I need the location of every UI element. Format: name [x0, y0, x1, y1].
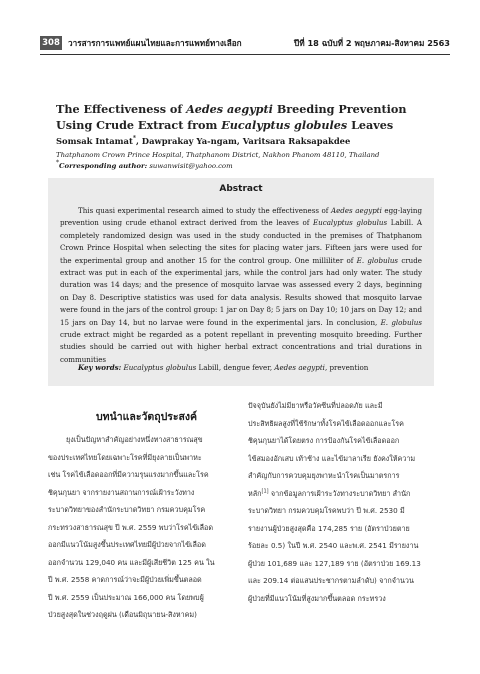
- body-line: ประสิทธิผลสูงที่ใช้รักษาทั้งโรคไข้เลือดออกและโรค: [248, 418, 404, 428]
- body-line: ผู้ป่วยที่มีแนวโน้มที่สูงมากขึ้นตลอด กระทรวง: [248, 593, 386, 603]
- left-column: [48, 431, 236, 624]
- keyword-text-end: , prevention: [324, 363, 369, 372]
- right-column: [248, 397, 434, 607]
- citation-ref: [1]: [261, 488, 269, 495]
- body-line: ระบาดวิทยา กรมควบคุมโรคพบว่า ปี พ.ศ. 2530 มี: [248, 506, 405, 515]
- title-text-1: The Effectiveness of: [56, 102, 187, 116]
- body-line: ระบาดวิทยาของสำนักระบาดวิทยา กรมควบคุมโรค: [48, 505, 206, 514]
- abstract-species: Aedes aegypti: [330, 206, 382, 215]
- page-number: 308: [40, 36, 62, 50]
- body-line: ยุงเป็นปัญหาสำคัญอย่างหนึ่งทางสาธารณสุข: [66, 435, 203, 444]
- author-name-1: Somsak Intamat: [56, 136, 133, 146]
- abstract-text: [60, 205, 422, 366]
- abstract-species: Eucalyptus globulus: [312, 218, 388, 228]
- abstract-heading: Abstract: [219, 184, 263, 194]
- keywords-label: Key words:: [78, 363, 122, 372]
- body-line: ไข้สมองอักเสบ เท้าช้าง และไข้มาลาเรีย ยังคงให้ความ: [248, 453, 416, 463]
- corr-asterisk: *: [56, 159, 59, 167]
- abstract-segment: egg-laying prevention using crude ethanol extract derived from the leaves of: [60, 206, 422, 228]
- abstract-segment: crude extract was put in each of the experimental jars, while the control jars had only water. The study duration was 14 days; and the presence of mosquito larvae was assessed every 2 days, beginning on Day 8. Descriptive statistics was used for data analysis. Results showed that mosquito larvae were found in the jars of the control group: 1 jar on Day 8; 5 jars on Day 10; 10 jars on Day 12; and 15 jars on Day 14, but no larvae were found in the experimental jars. In conclusion,: [60, 255, 422, 327]
- affiliation: Thatphanom Crown Prince Hospital, Thatphanom District, Nakhon Phanom 48110, Thailand: [56, 151, 380, 159]
- keywords: [78, 363, 368, 372]
- body-line: ผู้ป่วย 101,689 และ 127,189 ราย (อัตราป่วย 169.13: [248, 558, 421, 568]
- body-line: กระทรวงสาธารณสุข ปี พ.ศ. 2559 พบว่าโรคไข้เลือด: [48, 522, 214, 532]
- abstract-segment: Labill. A completely randomized design was used in the study conducted in the premises of Thatphanom Crown Prince Hospital when selecting the sites for placing water jars. Fifteen jars were used for the experimental group and another 15 for the control group. One milliliter of: [60, 218, 422, 265]
- abstract-species: E. globulus: [356, 255, 399, 265]
- title-text-2: Breeding Prevention Using Crude Extract from: [56, 102, 407, 132]
- author-asterisk: *: [132, 135, 136, 143]
- issue-info: ปีที่ 18 ฉบับที่ 2 พฤษภาคม-สิงหาคม 2563: [294, 38, 450, 48]
- body-line: เช่น โรคไข้เลือดออกที่มีความรุนแรงมากขึ้นและโรค: [48, 470, 209, 479]
- abstract-segment: This quasi experimental research aimed to study the effectiveness of: [78, 206, 331, 215]
- abstract-species: E. globulus: [380, 317, 423, 327]
- section-heading: บทนำและวัตถุประสงค์: [96, 411, 198, 423]
- corresponding-author: [56, 159, 233, 170]
- journal-title: วารสารการแพทย์แผนไทยและการแพทย์ทางเลือก: [68, 38, 242, 48]
- running-header: [40, 36, 450, 52]
- header-rule: [40, 54, 450, 55]
- keyword-text: Labill, dengue fever,: [196, 363, 275, 372]
- body-fragment: หลัก: [248, 488, 262, 498]
- body-line: ป่วยสูงสุดในช่วงฤดูฝน (เดือนมิถุนายน-สิงหาคม): [48, 610, 197, 619]
- body-line: ชิคุนกุนยาได้โดยตรง การป้องกันโรคไข้เลือดออก: [248, 436, 400, 445]
- corr-label: Corresponding author:: [59, 162, 148, 170]
- article-title: [56, 101, 426, 133]
- title-species-2: Eucalyptus globules: [221, 118, 348, 132]
- body-line: [248, 485, 434, 503]
- body-line: ปัจจุบันยังไม่มียาหรือวัคซีนที่ปลอดภัย และมี: [248, 401, 383, 410]
- body-line: ร้อยละ 0.5) ในปี พ.ศ. 2540 และพ.ศ. 2541 มีรายงาน: [248, 541, 419, 550]
- keyword-species-1: Eucalyptus globulus: [123, 363, 197, 372]
- abstract-segment: crude extract might be regarded as a potent repellant in preventing mosquito breeding. Further studies should be carried out with higher herbal extract concentrations and trial durations in communities: [60, 330, 422, 364]
- body-line: สำคัญกับการควบคุมยุงพาหะนำโรคเป็นมาตรการ: [248, 471, 400, 480]
- body-line: รายงานผู้ป่วยสูงสุดคือ 174,285 ราย (อัตราป่วยตาย: [248, 523, 410, 533]
- title-text-3: Leaves: [347, 118, 394, 132]
- body-line: ออกจำนวน 129,040 คน และมีผู้เสียชีวิต 125 คน ใน: [48, 557, 215, 567]
- body-line: ออกมีแนวโน้มสูงขึ้นประเทศไทยมีผู้ป่วยจากไข้เลือด: [48, 540, 206, 549]
- author-list: [56, 136, 350, 146]
- body-line: ชิคุนกุนยา จากรายงานสถานการณ์เฝ้าระวังทาง: [48, 487, 195, 497]
- corr-email: suwanwisit@yahoo.com: [149, 162, 233, 170]
- body-line: ปี พ.ศ. 2558 คาดการณ์ว่าจะมีผู้ป่วยเพิ่มขึ้นตลอด: [48, 575, 202, 584]
- title-species-1: Aedes aegypti: [186, 102, 273, 116]
- body-line: ของประเทศไทยโดยเฉพาะโรคที่มียุงลายเป็นพาหะ: [48, 452, 202, 462]
- other-authors: , Dawprakay Ya-ngam, Varitsara Raksapakdee: [135, 136, 351, 146]
- body-line: และ 209.14 ต่อแสนประชากรตามลำดับ) จากจำนวน: [248, 576, 414, 585]
- keyword-species-2: Aedes aegypti: [274, 363, 325, 372]
- body-line: ปี พ.ศ. 2559 เป็นประมาณ 166,000 คน โดยพบผู้: [48, 592, 204, 602]
- body-fragment: จากข้อมูลการเฝ้าระวังทางระบาดวิทยา สำนัก: [268, 488, 411, 498]
